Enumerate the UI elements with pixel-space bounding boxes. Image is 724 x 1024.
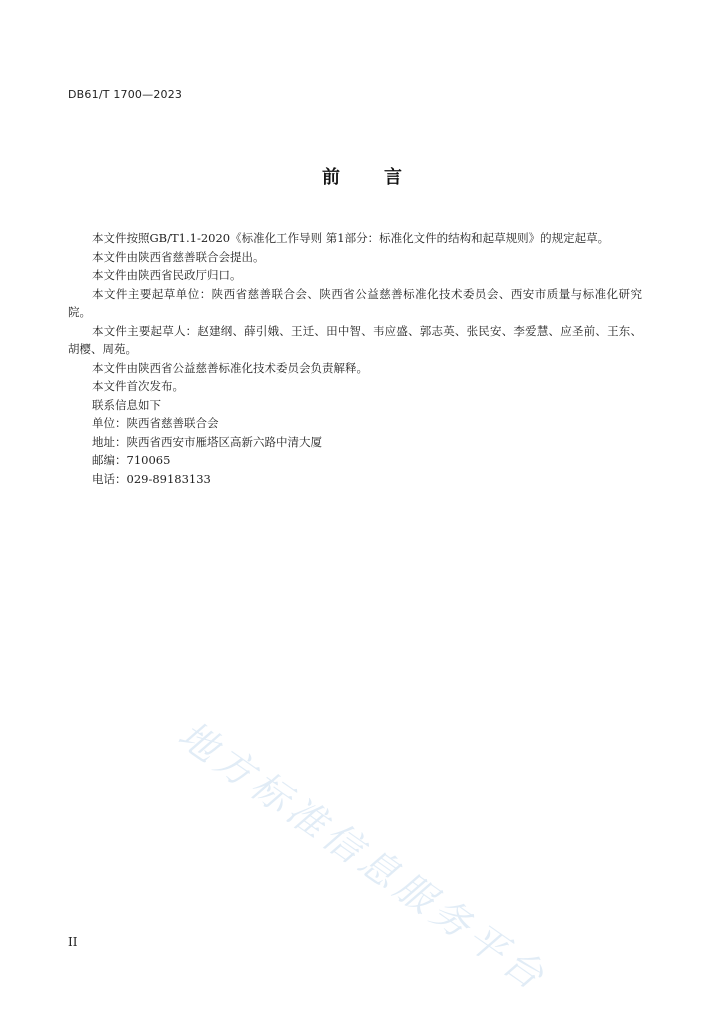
title-char-2: 言	[384, 167, 402, 188]
paragraph-contact-heading: 联系信息如下	[92, 397, 161, 412]
contact-phone: 电话：029-89183133	[92, 471, 211, 486]
paragraph-administrator: 本文件由陕西省民政厅归口。	[92, 268, 242, 282]
page-title	[0, 163, 724, 189]
foreword-body	[68, 229, 642, 488]
paragraph-drafters: 本文件主要起草人：赵建纲、薛引娥、王迁、田中智、韦应盛、郭志英、张民安、李爱慧、应圣前、王东、胡樱、周苑。	[68, 323, 642, 356]
paragraph-first-release: 本文件首次发布。	[92, 379, 184, 393]
paragraph-interpretation: 本文件由陕西省公益慈善标准化技术委员会负责解释。	[92, 360, 368, 375]
paragraph-drafting-units: 本文件主要起草单位：陕西省慈善联合会、陕西省公益慈善标准化技术委员会、西安市质量与标准化研究院。	[68, 286, 642, 319]
contact-postcode: 邮编：710065	[92, 453, 171, 467]
paragraph-drafting-basis: 本文件按照GB/T1.1-2020《标准化工作导则 第1部分：标准化文件的结构和起草规则》的规定起草。	[92, 231, 610, 245]
contact-address: 地址：陕西省西安市雁塔区高新六路中清大厦	[92, 434, 322, 449]
document-code: DB61/T 1700—2023	[68, 88, 183, 101]
title-char-1: 前	[322, 167, 340, 188]
contact-unit: 单位：陕西省慈善联合会	[92, 416, 219, 430]
watermark: 地方标准信息服务平台	[170, 712, 557, 1001]
paragraph-proposer: 本文件由陕西省慈善联合会提出。	[92, 249, 265, 264]
page-number: II	[68, 935, 78, 949]
